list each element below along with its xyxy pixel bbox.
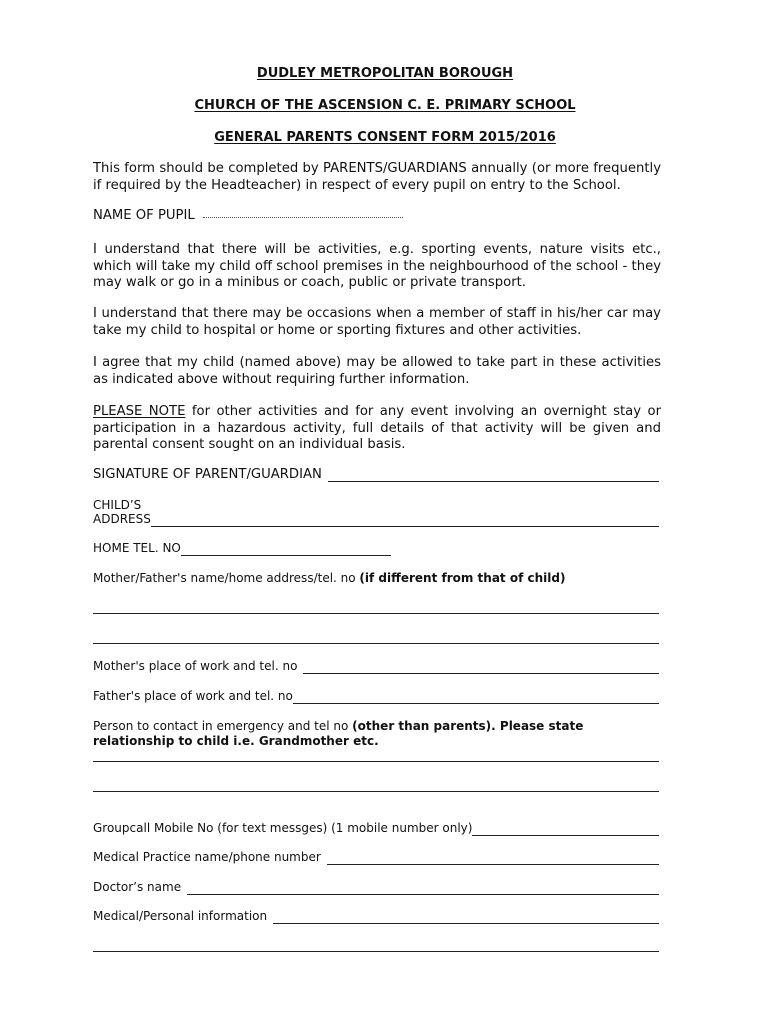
address-input-line[interactable] — [151, 514, 659, 527]
emergency-input-line-2[interactable] — [93, 791, 659, 792]
father-work-input-line[interactable] — [293, 691, 659, 704]
parent-details-label — [93, 571, 661, 586]
form-title: GENERAL PARENTS CONSENT FORM 2015/2016 — [214, 130, 556, 145]
signature-input-line[interactable] — [328, 469, 659, 482]
doctor-label: Doctor’s name — [93, 880, 182, 894]
groupcall-label: Groupcall Mobile No (for text messges) (1 mobile number only) — [93, 821, 473, 835]
staff-car-paragraph: I understand that there may be occasions when a member of staff in his/her car may take my child to hospital or home or sporting fixtures and other activities. — [93, 306, 661, 338]
medical-practice-row — [93, 850, 659, 865]
emergency-contact-bold-text: (other than parents). Please state relationship to child i.e. Grandmother etc. — [93, 719, 584, 748]
school-title: CHURCH OF THE ASCENSION C. E. PRIMARY SCHOOL — [194, 98, 576, 113]
address-label: ADDRESS — [93, 512, 151, 526]
medical-info-input-line-2[interactable] — [93, 951, 659, 952]
parent-details-input-line-1[interactable] — [93, 613, 659, 614]
please-note-text: for other activities and for any event involving an overnight stay or participation in a hazardous activity, full details of that activity will be given and parental consent sought on an individual basis. — [93, 404, 661, 452]
medical-info-input-line[interactable] — [273, 911, 659, 924]
home-tel-row — [93, 541, 391, 556]
medical-info-label: Medical/Personal information — [93, 909, 268, 923]
please-note-paragraph — [93, 404, 661, 454]
borough-title: DUDLEY METROPOLITAN BOROUGH — [256, 66, 514, 81]
mother-work-input-line[interactable] — [303, 661, 659, 674]
intro-paragraph: This form should be completed by PARENTS/GUARDIANS annually (or more frequently if required by the Headteacher) in respect of every pupil on entry to the School. — [93, 161, 661, 193]
groupcall-input-line[interactable] — [472, 823, 659, 836]
medical-practice-input-line[interactable] — [327, 852, 659, 865]
mother-work-label: Mother's place of work and tel. no — [93, 659, 298, 673]
emergency-contact-label — [93, 719, 661, 749]
groupcall-row — [93, 821, 659, 836]
father-work-label: Father's place of work and tel. no — [93, 689, 293, 703]
home-tel-label: HOME TEL. NO — [93, 541, 181, 555]
name-of-pupil-input-line[interactable] — [203, 217, 403, 218]
parent-details-bold-text: (if different from that of child) — [359, 571, 566, 585]
signature-label: SIGNATURE OF PARENT/GUARDIAN — [93, 467, 322, 482]
please-note-label: PLEASE NOTE — [93, 404, 186, 419]
emergency-contact-text: Person to contact in emergency and tel no — [93, 719, 353, 733]
mother-work-row — [93, 659, 659, 674]
signature-row — [93, 467, 659, 482]
medical-info-row — [93, 909, 659, 924]
emergency-input-line-1[interactable] — [93, 761, 659, 762]
doctor-row — [93, 880, 659, 895]
agree-paragraph: I agree that my child (named above) may be allowed to take part in these activities as indicated above without requiring further information. — [93, 355, 661, 387]
home-tel-input-line[interactable] — [181, 543, 391, 556]
parent-details-input-line-2[interactable] — [93, 643, 659, 644]
activities-paragraph: I understand that there will be activities, e.g. sporting events, nature visits etc., which will take my child off school premises in the neighbourhood of the school - they may walk or go in a minibus or coach, public or private transport. — [93, 242, 661, 290]
parent-details-text: Mother/Father's name/home address/tel. no — [93, 571, 360, 585]
medical-practice-label: Medical Practice name/phone number — [93, 850, 321, 864]
address-row — [93, 512, 659, 527]
father-work-row — [93, 689, 659, 704]
childs-label: CHILD’S — [93, 498, 142, 512]
name-of-pupil-row — [93, 208, 195, 223]
doctor-input-line[interactable] — [187, 882, 659, 895]
name-of-pupil-label: NAME OF PUPIL — [93, 208, 195, 223]
